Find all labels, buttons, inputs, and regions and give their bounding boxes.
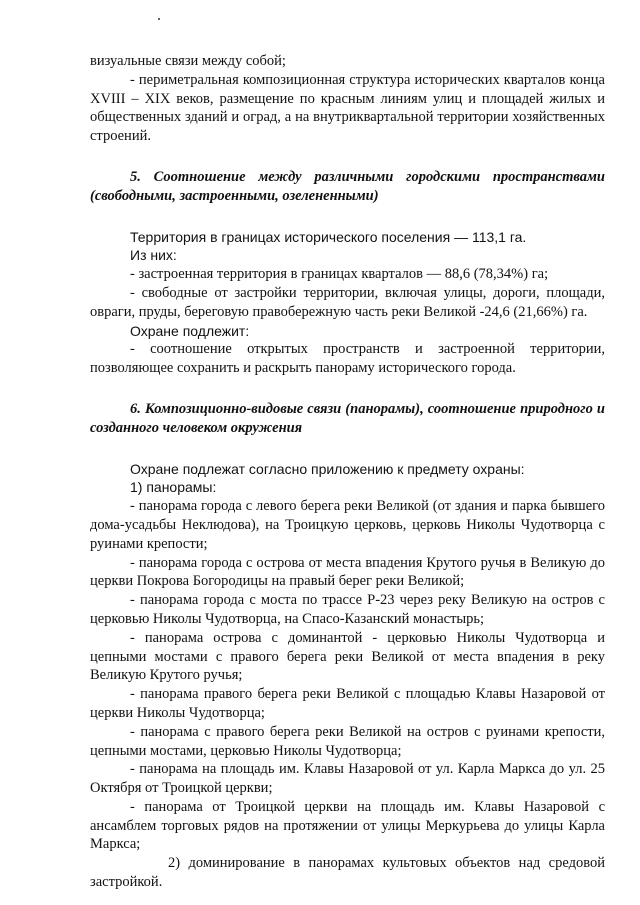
scan-speck bbox=[158, 18, 160, 20]
list-item-panorama-3: - панорама города с моста по трассе Р-23 через реку Великую на остров с церковью Николы Чудотворца, на Спасо-Казанский монастырь; bbox=[90, 592, 605, 627]
list-item-panorama-5: - панорама правого берега реки Великой с площадью Клавы Назаровой от церкви Николы Чудотворца; bbox=[90, 686, 605, 721]
list-item-panorama-6: - панорама с правого берега реки Великой на остров с руинами крепости, цепными мостами, церковью Николы Чудотворца; bbox=[90, 723, 605, 759]
section-heading-5: 5. Соотношение между различными городскими пространствами (свободными, застроенными, озелененными) bbox=[90, 168, 605, 204]
paragraph-panoramas-label: 1) панорамы: bbox=[130, 479, 217, 496]
list-item-panorama-1: - панорама города с левого берега реки Великой (от здания и парка бывшего дома-усадьбы Неклюдова), на Троицкую церковь, церковь Николы Чудотворца с руинами крепости; bbox=[90, 498, 605, 552]
paragraph-territory-total: Территория в границах исторического поселения — 113,1 га. bbox=[130, 228, 527, 245]
section-heading-6: 6. Композиционно-видовые связи (панорамы), соотношение природного и созданного человеком окружения bbox=[90, 400, 605, 436]
list-item-panorama-8: - панорама от Троицкой церкви на площадь им. Клавы Назаровой с ансамблем торговых рядов на протяжении от улицы Меркурьева до улицы Карла Маркса; bbox=[90, 798, 605, 853]
paragraph-open-space-ratio: - соотношение открытых пространств и застроенной территории, позволяющее сохранить и раскрыть панораму исторического города. bbox=[90, 341, 605, 377]
paragraph-of-them: Из них: bbox=[130, 247, 177, 264]
paragraph-free-territory: - свободные от застройки территории, включая улицы, дороги, площади, овраги, пруды, береговую правобережную часть реки Великой -24,6 (21,66%) га. bbox=[90, 284, 605, 320]
list-item-panorama-7: - панорама на площадь им. Клавы Назаровой от ул. Карла Маркса до ул. 25 Октября от Троицкой церкви; bbox=[90, 761, 605, 797]
paragraph-built-territory: - застроенная территория в границах кварталов — 88,6 (78,34%) га; bbox=[130, 266, 549, 283]
paragraph-dominance: 2) доминирование в панорамах культовых объектов над средовой застройкой. bbox=[90, 855, 605, 891]
paragraph-perimeter-structure: - периметральная композиционная структура исторических кварталов конца XVIII – XIX веков, размещение по красным линиям улиц и площадей жилых и общественных зданий и оград, а на внутриквартальной территории хозяйственных строений. bbox=[90, 71, 605, 145]
list-item-panorama-4: - панорама острова с доминантой - церковью Николы Чудотворца и цепными мостами с правого берега реки Великой от места впадения в реку Великую Крутого ручья; bbox=[90, 629, 605, 684]
list-item-panorama-2: - панорама города с острова от места впадения Крутого ручья в Великую до церкви Покрова Богородицы на правый берег реки Великой; bbox=[90, 554, 605, 590]
paragraph-protected: Охране подлежит: bbox=[130, 322, 250, 339]
document-body bbox=[90, 52, 605, 892]
paragraph-protected-annex: Охране подлежат согласно приложению к предмету охраны: bbox=[130, 460, 525, 477]
paragraph-visual-links: визуальные связи между собой; bbox=[90, 53, 286, 69]
